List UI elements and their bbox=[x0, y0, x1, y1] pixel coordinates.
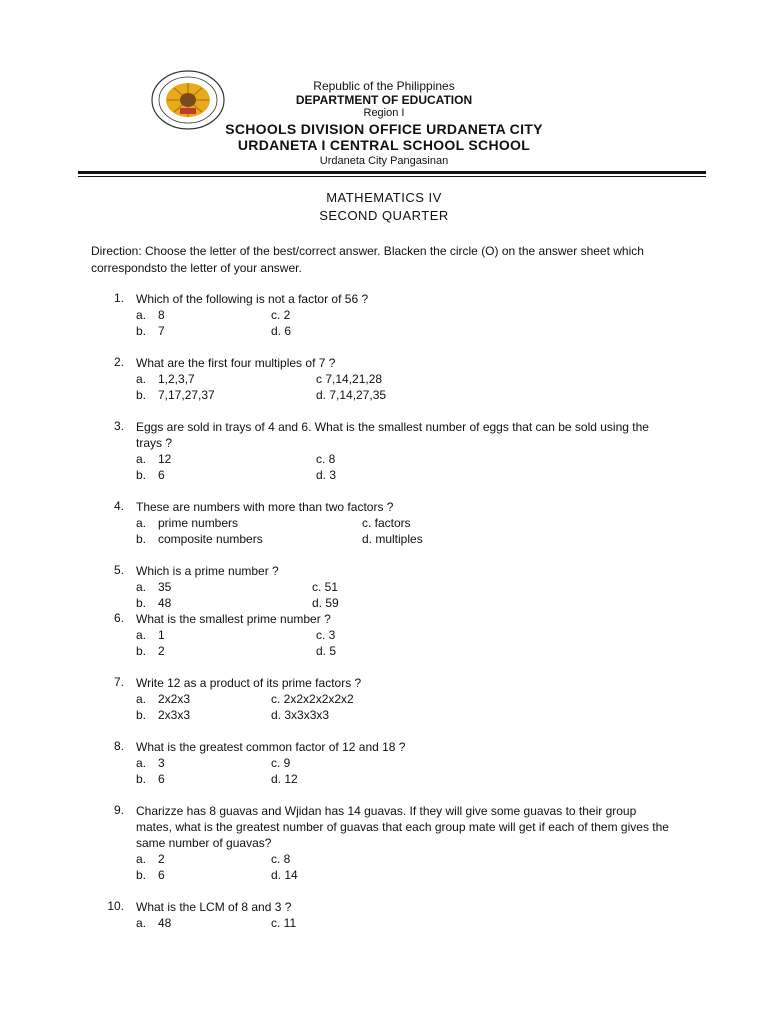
option-letter-a: a. bbox=[136, 756, 147, 770]
option-a: prime numbers bbox=[158, 516, 239, 530]
question-number: 7. bbox=[113, 675, 124, 689]
option-a: 35 bbox=[158, 580, 172, 594]
header-school: URDANETA I CENTRAL SCHOOL SCHOOL bbox=[237, 137, 531, 153]
option-a: 3 bbox=[158, 756, 165, 770]
option-row bbox=[0, 532, 768, 548]
option-row bbox=[0, 308, 768, 324]
option-row bbox=[0, 372, 768, 388]
option-c: c. 8 bbox=[316, 452, 336, 466]
option-d: d. 6 bbox=[271, 324, 292, 338]
question-number: 6. bbox=[113, 611, 124, 625]
option-a: 48 bbox=[158, 916, 172, 930]
option-c: c. 2x2x2x2x2x2 bbox=[271, 692, 354, 706]
option-b: 2 bbox=[158, 644, 165, 658]
option-b: 6 bbox=[158, 868, 165, 882]
question-text: What is the LCM of 8 and 3 ? bbox=[136, 900, 292, 914]
question-number: 3. bbox=[113, 419, 124, 433]
option-a: 8 bbox=[158, 308, 165, 322]
option-letter-a: a. bbox=[136, 916, 147, 930]
option-letter-b: b. bbox=[136, 708, 147, 722]
option-a: 12 bbox=[158, 452, 172, 466]
option-d: d. 3 bbox=[316, 468, 337, 482]
option-a: 2x2x3 bbox=[158, 692, 191, 706]
option-c: c. 11 bbox=[271, 916, 297, 930]
question-text: What is the smallest prime number ? bbox=[136, 612, 331, 626]
option-letter-a: a. bbox=[136, 452, 147, 466]
option-d: d. 14 bbox=[271, 868, 298, 882]
header-region: Region I bbox=[363, 107, 405, 119]
option-row bbox=[0, 628, 768, 644]
question-text: These are numbers with more than two factors ? bbox=[136, 500, 394, 514]
option-letter-b: b. bbox=[136, 388, 147, 402]
question-text: Eggs are sold in trays of 4 and 6. What is the smallest number of eggs that can be sold using the trays ? bbox=[136, 420, 649, 450]
option-row bbox=[0, 388, 768, 404]
question-number: 5. bbox=[113, 563, 124, 577]
option-a: 1 bbox=[158, 628, 165, 642]
option-d: d. 12 bbox=[271, 772, 298, 786]
option-a: 1,2,3,7 bbox=[158, 372, 195, 386]
question-number: 8. bbox=[113, 739, 124, 753]
subject-quarter: SECOND QUARTER bbox=[319, 208, 449, 223]
option-row bbox=[0, 692, 768, 708]
option-b: 48 bbox=[158, 596, 172, 610]
option-c: c. 3 bbox=[316, 628, 336, 642]
option-row bbox=[0, 756, 768, 772]
option-c: c. 51 bbox=[312, 580, 339, 594]
option-c: c. factors bbox=[362, 516, 411, 530]
option-a: 2 bbox=[158, 852, 165, 866]
subject-title: MATHEMATICS IV bbox=[326, 190, 442, 205]
option-letter-a: a. bbox=[136, 852, 147, 866]
option-row bbox=[0, 868, 768, 884]
question-text: Charizze has 8 guavas and Wjidan has 14 guavas. If they will give some guavas to their group mates, what is the greatest number of guavas that each group mate will get if each of them gives the same number of guavas? bbox=[136, 804, 669, 850]
option-letter-b: b. bbox=[136, 324, 147, 338]
question-number: 9. bbox=[113, 803, 124, 817]
option-letter-a: a. bbox=[136, 516, 147, 530]
option-row bbox=[0, 452, 768, 468]
option-c: c. 2 bbox=[271, 308, 291, 322]
question-number: 4. bbox=[113, 499, 124, 513]
option-c: c. 8 bbox=[271, 852, 291, 866]
option-d: d. 59 bbox=[312, 596, 339, 610]
option-letter-a: a. bbox=[136, 372, 147, 386]
option-row bbox=[0, 596, 768, 612]
option-row bbox=[0, 644, 768, 660]
option-letter-b: b. bbox=[136, 772, 147, 786]
option-d: d. 3x3x3x3 bbox=[271, 708, 330, 722]
option-b: 2x3x3 bbox=[158, 708, 191, 722]
option-c: c. 9 bbox=[271, 756, 291, 770]
option-letter-a: a. bbox=[136, 692, 147, 706]
option-b: 6 bbox=[158, 772, 165, 786]
question-text: Write 12 as a product of its prime factors ? bbox=[136, 676, 362, 690]
question-text: Which is a prime number ? bbox=[136, 564, 279, 578]
option-letter-a: a. bbox=[136, 628, 147, 642]
option-b: 7,17,27,37 bbox=[158, 388, 215, 402]
question-text: Which of the following is not a factor of 56 ? bbox=[136, 292, 369, 306]
option-row bbox=[0, 852, 768, 868]
header-division: SCHOOLS DIVISION OFFICE URDANETA CITY bbox=[225, 121, 543, 137]
question-text: What is the greatest common factor of 12 and 18 ? bbox=[136, 740, 406, 754]
option-row bbox=[0, 580, 768, 596]
option-row bbox=[0, 468, 768, 484]
option-d: d. 7,14,27,35 bbox=[316, 388, 387, 402]
option-letter-b: b. bbox=[136, 596, 147, 610]
option-b: 7 bbox=[158, 324, 165, 338]
option-row bbox=[0, 772, 768, 788]
header-department: DEPARTMENT OF EDUCATION bbox=[295, 93, 473, 107]
option-letter-b: b. bbox=[136, 644, 147, 658]
option-b: 6 bbox=[158, 468, 165, 482]
question-number: 10. bbox=[107, 899, 124, 913]
header-city: Urdaneta City Pangasinan bbox=[319, 155, 449, 167]
question-text: What are the first four multiples of 7 ? bbox=[136, 356, 336, 370]
option-row bbox=[0, 516, 768, 532]
option-row bbox=[0, 708, 768, 724]
option-letter-a: a. bbox=[136, 580, 147, 594]
option-letter-b: b. bbox=[136, 532, 147, 546]
option-b: composite numbers bbox=[158, 532, 263, 546]
header-divider-thick bbox=[78, 171, 706, 174]
option-row bbox=[0, 916, 768, 932]
option-d: d. multiples bbox=[362, 532, 423, 546]
option-letter-b: b. bbox=[136, 868, 147, 882]
directions-text: Direction: Choose the letter of the best/correct answer. Blacken the circle (O) on the answer sheet which correspondsto the letter of your answer. bbox=[91, 244, 644, 275]
option-letter-a: a. bbox=[136, 308, 147, 322]
question-number: 2. bbox=[113, 355, 124, 369]
option-c: c 7,14,21,28 bbox=[316, 372, 383, 386]
option-letter-b: b. bbox=[136, 468, 147, 482]
header-divider-thin bbox=[78, 176, 706, 177]
question-number: 1. bbox=[113, 291, 124, 305]
header-republic: Republic of the Philippines bbox=[313, 79, 455, 93]
option-row bbox=[0, 324, 768, 340]
option-d: d. 5 bbox=[316, 644, 337, 658]
